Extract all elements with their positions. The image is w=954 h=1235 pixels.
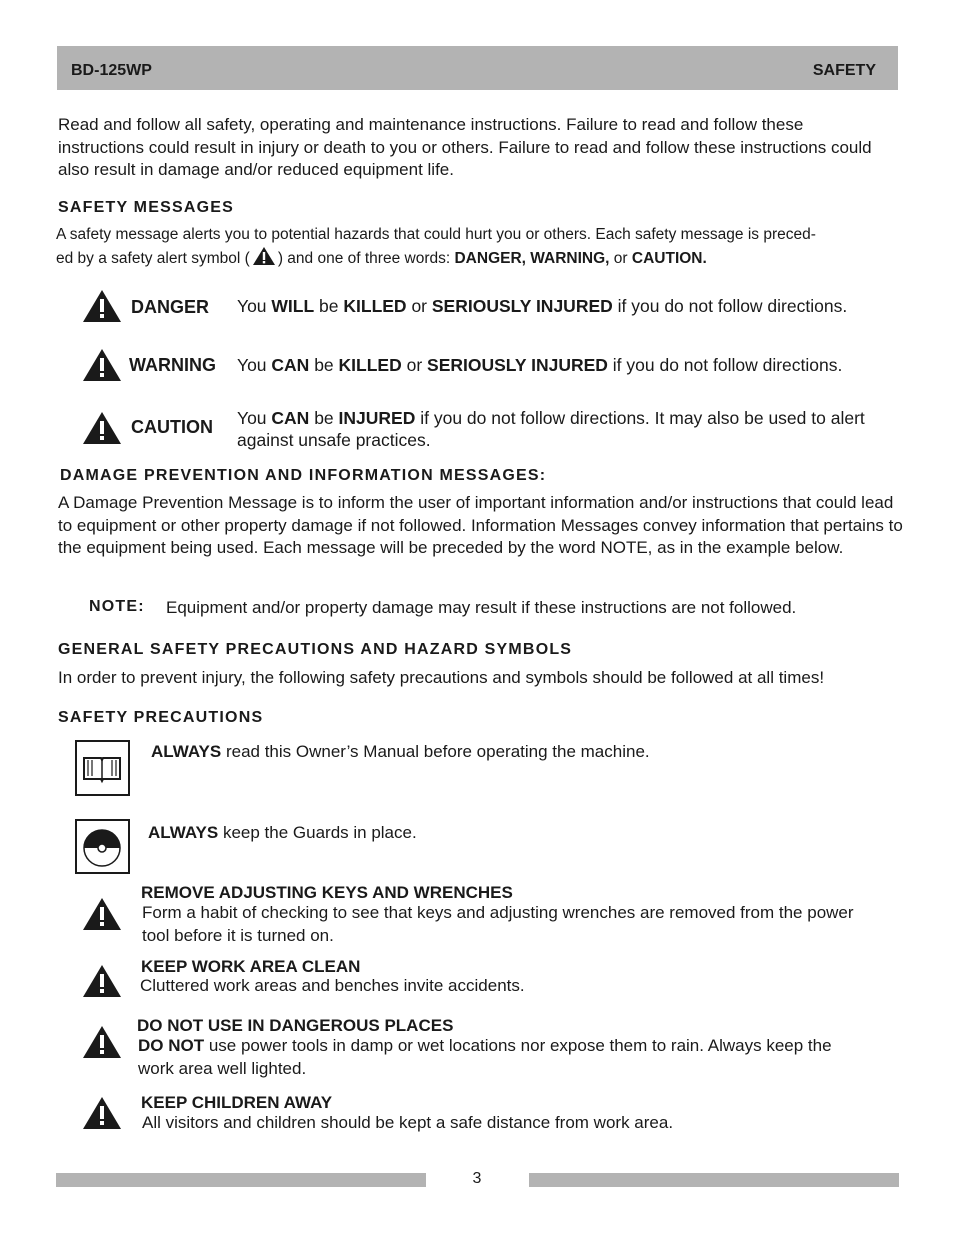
danger-message — [237, 295, 847, 317]
safety-messages-text — [56, 224, 916, 272]
line2-part-a: ed by a safety alert symbol ( — [56, 249, 250, 267]
clean-triangle-icon — [82, 964, 122, 998]
clean-text: Cluttered work areas and benches invite accidents. — [140, 976, 525, 995]
manual-bold: ALWAYS — [151, 742, 222, 761]
damage-paragraph: A Damage Prevention Message is to inform the user of important information and/or instructions that could lead to equipment or other property damage if not followed. Information Messages convey information that pertains to the equipment being used. Each message will be preceded by the word NOTE, as in the example below. — [58, 493, 903, 557]
caution-b2: INJURED — [338, 408, 416, 428]
places-text — [138, 1035, 858, 1080]
places-title: DO NOT USE IN DANGEROUS PLACES — [137, 1016, 454, 1035]
warning-t4: if you do not follow directions. — [607, 355, 843, 375]
caution-triangle-icon — [82, 411, 122, 445]
caution-message — [237, 407, 865, 451]
damage-heading: DAMAGE PREVENTION AND INFORMATION MESSAGES: — [60, 467, 547, 484]
safety-messages-heading: SAFETY MESSAGES — [58, 199, 234, 216]
manual-text: read this Owner’s Manual before operating the machine. — [221, 742, 650, 761]
section-label: SAFETY — [812, 62, 876, 79]
children-text: All visitors and children should be kept a safe distance from work area. — [142, 1113, 674, 1132]
danger-label: DANGER — [131, 297, 210, 317]
safety-messages-line1: A safety message alerts you to potential hazards that could hurt you or others. Each safety message is preced- — [56, 226, 816, 243]
line2-or: or — [609, 249, 632, 267]
children-triangle-icon — [82, 1096, 122, 1130]
danger-t2: be — [314, 296, 344, 316]
warning-message — [237, 354, 842, 376]
danger-b1: WILL — [271, 296, 315, 316]
caution-line1 — [237, 407, 865, 429]
guards-text: keep the Guards in place. — [218, 823, 417, 842]
line2-part-b: ) and one of three words: — [277, 249, 455, 267]
caution-t2: be — [309, 408, 339, 428]
danger-triangle-icon — [82, 289, 122, 323]
page-number: 3 — [472, 1170, 482, 1187]
danger-b2: KILLED — [343, 296, 407, 316]
danger-t4: if you do not follow directions. — [612, 296, 848, 316]
safety-messages-line2 — [56, 246, 916, 273]
warning-b2: KILLED — [338, 355, 402, 375]
note-label: NOTE: — [89, 598, 145, 615]
header-bar — [57, 46, 898, 90]
general-paragraph: In order to prevent injury, the following safety precautions and symbols should be followed at all times! — [58, 668, 825, 687]
places-triangle-icon — [82, 1025, 122, 1059]
caution-t3: if you do not follow directions. It may also be used to alert — [415, 408, 865, 428]
danger-t3: or — [406, 296, 432, 316]
danger-t1: You — [237, 296, 272, 316]
keys-text: Form a habit of checking to see that keys and adjusting wrenches are removed from the power tool before it is turned on. — [142, 903, 854, 945]
places-bold: DO NOT — [138, 1036, 205, 1055]
children-title: KEEP CHILDREN AWAY — [141, 1093, 333, 1112]
clean-title: KEEP WORK AREA CLEAN — [141, 957, 361, 976]
manual-precaution — [151, 741, 650, 764]
line2-words: DANGER, WARNING, — [454, 249, 610, 267]
warning-b1: CAN — [271, 355, 310, 375]
intro-paragraph: Read and follow all safety, operating and maintenance instructions. Failure to read and follow these instructions could result in injury or death to you or others. Failure to read and follow these instructions could also result in damage and/or reduced equipment life. — [58, 115, 872, 179]
note-text: Equipment and/or property damage may result if these instructions are not followed. — [166, 598, 797, 617]
caution-line2: against unsafe practices. — [237, 430, 431, 450]
warning-t1: You — [237, 355, 272, 375]
warning-label: WARNING — [129, 355, 216, 375]
keys-title: REMOVE ADJUSTING KEYS AND WRENCHES — [141, 883, 513, 902]
guard-icon — [75, 819, 130, 874]
general-heading: GENERAL SAFETY PRECAUTIONS AND HAZARD SYMBOLS — [58, 641, 573, 658]
caution-label: CAUTION — [131, 417, 213, 437]
warning-t2: be — [309, 355, 339, 375]
warning-t3: or — [401, 355, 428, 375]
precautions-heading: SAFETY PRECAUTIONS — [58, 709, 264, 726]
danger-b3: SERIOUSLY INJURED — [431, 296, 613, 316]
keys-triangle-icon — [82, 897, 122, 931]
alert-triangle-icon — [252, 246, 276, 273]
guards-precaution — [148, 822, 417, 845]
model-label: BD-125WP — [71, 62, 152, 79]
places-body: use power tools in damp or wet locations nor expose them to rain. Always keep the work area well lighted. — [138, 1036, 832, 1078]
warning-b3: SERIOUSLY INJURED — [427, 355, 608, 375]
manual-book-icon — [75, 740, 130, 796]
line2-caution: CAUTION. — [631, 249, 707, 267]
caution-t1: You — [237, 408, 272, 428]
caution-b1: CAN — [271, 408, 310, 428]
guards-bold: ALWAYS — [148, 823, 219, 842]
warning-triangle-icon — [82, 348, 122, 382]
